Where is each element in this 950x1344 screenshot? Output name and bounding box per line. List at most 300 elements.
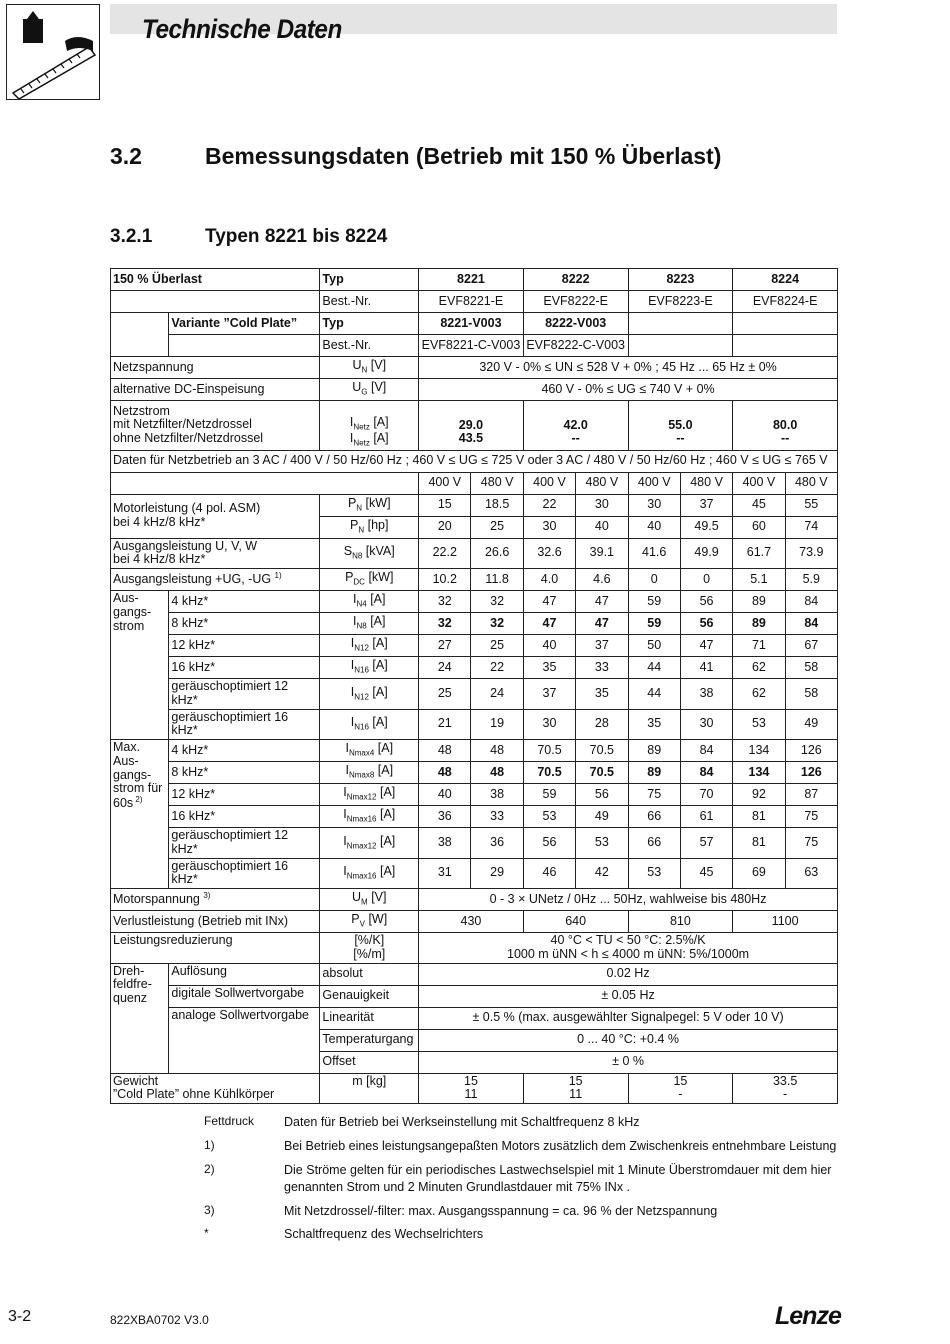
table-cell: 62 [733,657,785,679]
footnote-mark: 3) [204,1202,215,1217]
table-cell: 30 [628,494,680,516]
table-cell: 70.5 [576,762,628,784]
table-cell: 32 [471,591,523,613]
table-cell: 48 [419,740,471,762]
table-row [111,613,838,635]
footnote-text: Die Ströme gelten für ein periodisches Lastwechselspiel mit 1 Minute Überstromdauer mit dem hier genannten Strom und 2 Minuten Grundlastdauer mit 75% INx . [284,1162,832,1194]
table-cell: [%/K] [%/m] [320,933,419,964]
table-row [111,401,838,451]
table-cell: 38 [680,679,732,710]
table-cell: 24 [471,679,523,710]
order-number: EVF8221-E [419,291,524,313]
table-cell: 20 [419,516,471,538]
type-header: 8224 [733,269,838,291]
table-cell: 31 [419,858,471,889]
table-cell: m [kg] [320,1073,419,1104]
voltage-header: 480 V [471,472,523,494]
table-cell: 59 [628,591,680,613]
table-cell: Gewicht ”Cold Plate” ohne Kühlkörper [111,1073,320,1104]
table-cell: 32 [419,591,471,613]
table-cell: geräuschoptimiert 12 kHz* [169,679,320,710]
table-cell: 30 [523,709,575,740]
footnote-mark: 2) [204,1161,215,1176]
table-cell [111,335,169,357]
table-cell: 640 [523,911,628,933]
voltage-header: 480 V [576,472,628,494]
table-cell: 42 [576,858,628,889]
table-cell: 126 [785,740,837,762]
table-cell: 40 °C < TU < 50 °C: 2.5%/K 1000 m üNN < h ≤ 4000 m üNN: 5%/1000m [419,933,838,964]
table-cell: 8 kHz* [169,762,320,784]
table-cell: 53 [733,709,785,740]
footnote-mark: Fettdruck [204,1114,255,1128]
table-cell: Ausgangsleistung +UG, -UG $^{1)}$ [111,569,320,591]
table-row [111,1007,838,1029]
table-row [111,472,838,494]
table-cell: 75 [785,806,837,828]
table-row [111,985,838,1007]
table-cell: 81 [733,806,785,828]
table-row [111,450,838,472]
table-cell: 126 [785,762,837,784]
table-cell: geräuschoptimiert 16 kHz* [169,709,320,740]
table-row [111,858,838,889]
table-cell: 5.9 [785,569,837,591]
table-cell: 59 [628,613,680,635]
table-cell: 48 [471,740,523,762]
table-row [111,591,838,613]
table-cell: 15 [419,494,471,516]
table-row [111,269,838,291]
table-cell [111,472,419,494]
table-row [111,740,838,762]
table-cell: 33 [576,657,628,679]
table-cell: 84 [785,613,837,635]
table-row [111,291,838,313]
current-without-filter: 43.5 [458,431,484,446]
table-cell: 53 [628,858,680,889]
mains-voltage-value: 320 V - 0% ≤ UN ≤ 528 V + 0% ; 45 Hz ... 65 Hz ± 0% [419,357,838,379]
table-row [111,1073,838,1104]
table-cell: 70.5 [576,740,628,762]
table-cell: 84 [680,762,732,784]
table-cell: 75 [785,828,837,859]
table-cell: Verlustleistung (Betrieb mit INx) [111,911,320,933]
table-cell: 25 [471,635,523,657]
current-without-filter: -- [571,431,580,446]
type-header: 8221 [419,269,524,291]
table-cell: 25 [419,679,471,710]
table-cell: 47 [680,635,732,657]
table-cell: 58 [785,679,837,710]
table-cell: 47 [576,613,628,635]
table-cell: Netzspannung [111,357,320,379]
netzstrom-label: ohne Netzfilter/Netzdrossel [113,431,264,446]
table-row [111,679,838,710]
table-cell [628,401,733,451]
unit-cell: $I_{N12}$ [A] [320,679,419,710]
table-row [111,569,838,591]
measurement-icon [6,4,100,100]
table-cell: 4 kHz* [169,591,320,613]
table-cell: 0 - 3 × UNetz / 0Hz ... 50Hz, wahlweise bis 480Hz [419,889,838,911]
table-cell: Genauigkeit [320,985,419,1007]
unit-cell: $I_{Nmax8}$ [A] [320,762,419,784]
unit-cell: $P_N$ [hp] [320,516,419,538]
table-cell: 19 [471,709,523,740]
table-cell: 4.0 [523,569,575,591]
table-cell: 15 11 [419,1073,524,1104]
table-cell [733,313,838,335]
table-cell: ± 0.05 Hz [419,985,838,1007]
table-cell: 24 [419,657,471,679]
table-cell: 22 [523,494,575,516]
table-cell: 40 [523,635,575,657]
table-cell: 430 [419,911,524,933]
table-cell: 56 [680,613,732,635]
table-cell: $I_{Netz}$ [A] $I_{Netz}$ [A] [320,401,419,451]
order-number: EVF8222-E [523,291,628,313]
type-header: 8223 [628,269,733,291]
table-cell: 11.8 [471,569,523,591]
table-cell: 22 [471,657,523,679]
table-cell: alternative DC-Einspeisung [111,379,320,401]
footnote-text: Daten für Betrieb bei Werkseinstellung mit Schaltfrequenz 8 kHz [284,1115,640,1129]
overload-label: 150 % Überlast [111,269,320,291]
table-cell [111,401,320,451]
table-cell: Best.-Nr. [320,291,419,313]
voltage-header: 400 V [733,472,785,494]
table-cell: 30 [680,709,732,740]
table-cell: 74 [785,516,837,538]
table-cell [733,335,838,357]
table-cell: 45 [733,494,785,516]
table-cell: 25 [471,516,523,538]
table-row [111,494,838,516]
table-cell: 92 [733,784,785,806]
footnote-mark: * [204,1226,209,1241]
table-cell: 32.6 [523,538,575,569]
table-cell: 41.6 [628,538,680,569]
table-cell: 10.2 [419,569,471,591]
footnote [204,1203,844,1220]
table-cell: 44 [628,657,680,679]
voltage-header: 480 V [785,472,837,494]
table-cell: ± 0 % [419,1051,838,1073]
table-cell: 35 [576,679,628,710]
unit-cell: $I_{Nmax16}$ [A] [320,806,419,828]
table-cell: 46 [523,858,575,889]
table-cell: 61 [680,806,732,828]
table-cell [419,401,524,451]
table-cell: 44 [628,679,680,710]
table-cell: 56 [523,828,575,859]
table-cell: 40 [419,784,471,806]
table-cell: 40 [628,516,680,538]
table-cell: 33.5 - [733,1073,838,1104]
table-cell: 56 [576,784,628,806]
unit-cell: $I_{Nmax12}$ [A] [320,784,419,806]
table-cell: 71 [733,635,785,657]
table-cell: 35 [523,657,575,679]
footnote-mark: 1) [204,1137,215,1152]
table-row [111,784,838,806]
table-cell: 84 [680,740,732,762]
table-cell: 35 [628,709,680,740]
table-cell: 32 [419,613,471,635]
table-row [111,538,838,569]
table-cell: Dreh- feldfre- quenz [111,963,169,1073]
dc-supply-value: 460 V - 0% ≤ UG ≤ 740 V + 0% [419,379,838,401]
table-cell: 15 11 [523,1073,628,1104]
table-cell: 27 [419,635,471,657]
voltage-header: 400 V [523,472,575,494]
table-cell [169,335,320,357]
table-cell: 810 [628,911,733,933]
table-cell: Max. Aus- gangs- strom für 60s $^{2)}$ [111,740,169,889]
table-cell: 28 [576,709,628,740]
table-cell: 70.5 [523,762,575,784]
table-cell: Best.-Nr. [320,335,419,357]
table-cell: 59 [523,784,575,806]
table-cell: 4 kHz* [169,740,320,762]
table-cell: 18.5 [471,494,523,516]
current-with-filter: 55.0 [668,417,693,432]
table-cell: 4.6 [576,569,628,591]
table-cell: 16 kHz* [169,806,320,828]
subsection-heading: 3.2.1 Typen 8221 bis 8224 [110,226,388,247]
table-cell: 21 [419,709,471,740]
table-cell: EVF8222-C-V003 [523,335,628,357]
unit-cell: $S_{N8}$ [kVA] [320,538,419,569]
unit-cell: $I_{N4}$ [A] [320,591,419,613]
unit-cell: $U_M$ [V] [320,889,419,911]
footnote [204,1162,844,1196]
table-row [111,357,838,379]
table-cell: Offset [320,1051,419,1073]
table-cell: 56 [680,591,732,613]
order-number: EVF8224-E [733,291,838,313]
unit-cell: $I_{N8}$ [A] [320,613,419,635]
table-row [111,762,838,784]
table-cell: Ausgangsleistung U, V, W bei 4 kHz/8 kHz* [111,538,320,569]
table-row [111,889,838,911]
table-cell: 53 [576,828,628,859]
table-cell: 12 kHz* [169,784,320,806]
table-cell: 55 [785,494,837,516]
table-cell: Linearität [320,1007,419,1029]
table-cell: 62 [733,679,785,710]
table-cell [523,401,628,451]
table-cell: EVF8221-C-V003 [419,335,524,357]
table-cell: 58 [785,657,837,679]
footnote [204,1138,844,1155]
table-cell: 40 [576,516,628,538]
section-heading: 3.2 Bemessungsdaten (Betrieb mit 150 % Überlast) [110,143,722,169]
footnote-text: Mit Netzdrossel/-filter: max. Ausgangsspannung = ca. 96 % der Netzspannung [284,1203,718,1218]
table-cell: 50 [628,635,680,657]
table-cell: 84 [785,591,837,613]
table-cell: 57 [680,828,732,859]
unit-cell: $P_{DC}$ [kW] [320,569,419,591]
table-cell: 33 [471,806,523,828]
table-cell: 49.9 [680,538,732,569]
table-cell: 63 [785,858,837,889]
table-cell: Motorspannung $^{3)}$ [111,889,320,911]
table-row [111,635,838,657]
table-cell: 30 [576,494,628,516]
table-cell: 49 [576,806,628,828]
table-cell [111,291,320,313]
table-cell: Motorleistung (4 pol. ASM) bei 4 kHz/8 kHz* [111,494,320,538]
table-cell: Temperaturgang [320,1029,419,1051]
table-cell: absolut [320,963,419,985]
unit-cell: $I_{Nmax12}$ [A] [320,828,419,859]
table-cell: 0.02 Hz [419,963,838,985]
unit-cell: $U_G$ [V] [320,379,419,401]
table-cell: 75 [628,784,680,806]
table-cell: 81 [733,828,785,859]
table-cell: digitale Sollwertvorgabe [169,985,320,1007]
table-row [111,379,838,401]
page-number: 3-2 [8,1308,32,1325]
table-cell [628,313,733,335]
mains-operation-note: Daten für Netzbetrieb an 3 AC / 400 V / 50 Hz/60 Hz ; 460 V ≤ UG ≤ 725 V oder 3 AC / 480 V / 50 Hz/60 Hz ; 460 V ≤ UG ≤ 765 V [111,450,838,472]
table-cell: 41 [680,657,732,679]
table-cell: 16 kHz* [169,657,320,679]
table-cell: 61.7 [733,538,785,569]
current-with-filter: 29.0 [458,417,484,432]
footnote-text: Schaltfrequenz des Wechselrichters [284,1227,484,1242]
table-cell: 39.1 [576,538,628,569]
table-cell [111,313,169,335]
type-header: 8222 [523,269,628,291]
table-cell: 8222-V003 [523,313,628,335]
table-cell: 47 [576,591,628,613]
footnote [204,1226,844,1243]
voltage-header: 400 V [628,472,680,494]
page-header-title: Technische Daten [142,14,342,44]
table-cell: 0 [680,569,732,591]
table-cell: 38 [419,828,471,859]
table-cell: 15 - [628,1073,733,1104]
table-row [111,313,838,335]
table-row [111,963,838,985]
unit-cell: $P_V$ [W] [320,911,419,933]
table-row [111,709,838,740]
table-cell: 89 [733,613,785,635]
current-without-filter: -- [780,431,790,446]
table-cell: 87 [785,784,837,806]
table-cell: Typ [320,313,419,335]
table-cell: 49 [785,709,837,740]
table-cell: 134 [733,762,785,784]
unit-cell: $I_{N16}$ [A] [320,657,419,679]
table-cell: 53 [523,806,575,828]
table-cell: Aus- gangs- strom [111,591,169,740]
table-cell: 1100 [733,911,838,933]
table-cell: 89 [628,762,680,784]
unit-cell: $I_{Nmax16}$ [A] [320,858,419,889]
table-cell: 8221-V003 [419,313,524,335]
table-row [111,806,838,828]
table-cell: 36 [471,828,523,859]
document-id: 822XBA0702 V3.0 [110,1313,209,1327]
unit-cell: $I_{Nmax4}$ [A] [320,740,419,762]
unit-cell: $P_N$ [kW] [320,494,419,516]
table-cell: 89 [733,591,785,613]
table-cell: 60 [733,516,785,538]
table-cell [733,401,838,451]
table-cell: 38 [471,784,523,806]
table-cell: ± 0.5 % (max. ausgewählter Signalpegel: 5 V oder 10 V) [419,1007,838,1029]
footnotes [204,1114,844,1250]
unit-cell: $I_{N16}$ [A] [320,709,419,740]
table-cell: 37 [576,635,628,657]
table-cell: 48 [471,762,523,784]
table-cell: 134 [733,740,785,762]
table-cell: geräuschoptimiert 16 kHz* [169,858,320,889]
netzstrom-label: mit Netzfilter/Netzdrossel [113,417,252,432]
brand-logo: Lenze [775,1302,841,1330]
order-number: EVF8223-E [628,291,733,313]
table-cell: 70 [680,784,732,806]
table-cell: 8 kHz* [169,613,320,635]
table-cell: geräuschoptimiert 12 kHz* [169,828,320,859]
table-cell: 0 [628,569,680,591]
voltage-header: 480 V [680,472,732,494]
table-cell: Leistungsreduzierung [111,933,320,964]
table-cell: 36 [419,806,471,828]
table-cell: 32 [471,613,523,635]
table-cell: 73.9 [785,538,837,569]
netzstrom-label: Netzstrom [113,403,170,418]
table-cell: 30 [523,516,575,538]
table-cell: 0 ... 40 °C: +0.4 % [419,1029,838,1051]
table-cell: 22.2 [419,538,471,569]
coldplate-label: Variante ”Cold Plate” [169,313,320,335]
table-cell: Auflösung [169,963,320,985]
table-cell: 66 [628,806,680,828]
table-cell: 66 [628,828,680,859]
table-cell: 69 [733,858,785,889]
table-cell: 37 [680,494,732,516]
table-row [111,657,838,679]
footnote [204,1114,844,1131]
table-row [111,933,838,964]
table-cell: 12 kHz* [169,635,320,657]
table-cell: 89 [628,740,680,762]
unit-cell: $I_{N12}$ [A] [320,635,419,657]
table-cell [628,335,733,357]
table-row [111,911,838,933]
current-without-filter: -- [676,431,685,446]
table-cell: 37 [523,679,575,710]
unit-cell: $U_N$ [V] [320,357,419,379]
table-cell: 45 [680,858,732,889]
current-with-filter: 42.0 [563,417,588,432]
footnote-text: Bei Betrieb eines leistungsangepaßten Motors zusätzlich dem Zwischenkreis entnehmbare Leistung [284,1138,837,1153]
table-cell: 29 [471,858,523,889]
voltage-header: 400 V [419,472,471,494]
table-row [111,335,838,357]
table-cell: 26.6 [471,538,523,569]
table-cell: 48 [419,762,471,784]
spec-table [110,268,838,1104]
table-row [111,828,838,859]
table-cell: analoge Sollwertvorgabe [169,1007,320,1073]
table-cell: 49.5 [680,516,732,538]
